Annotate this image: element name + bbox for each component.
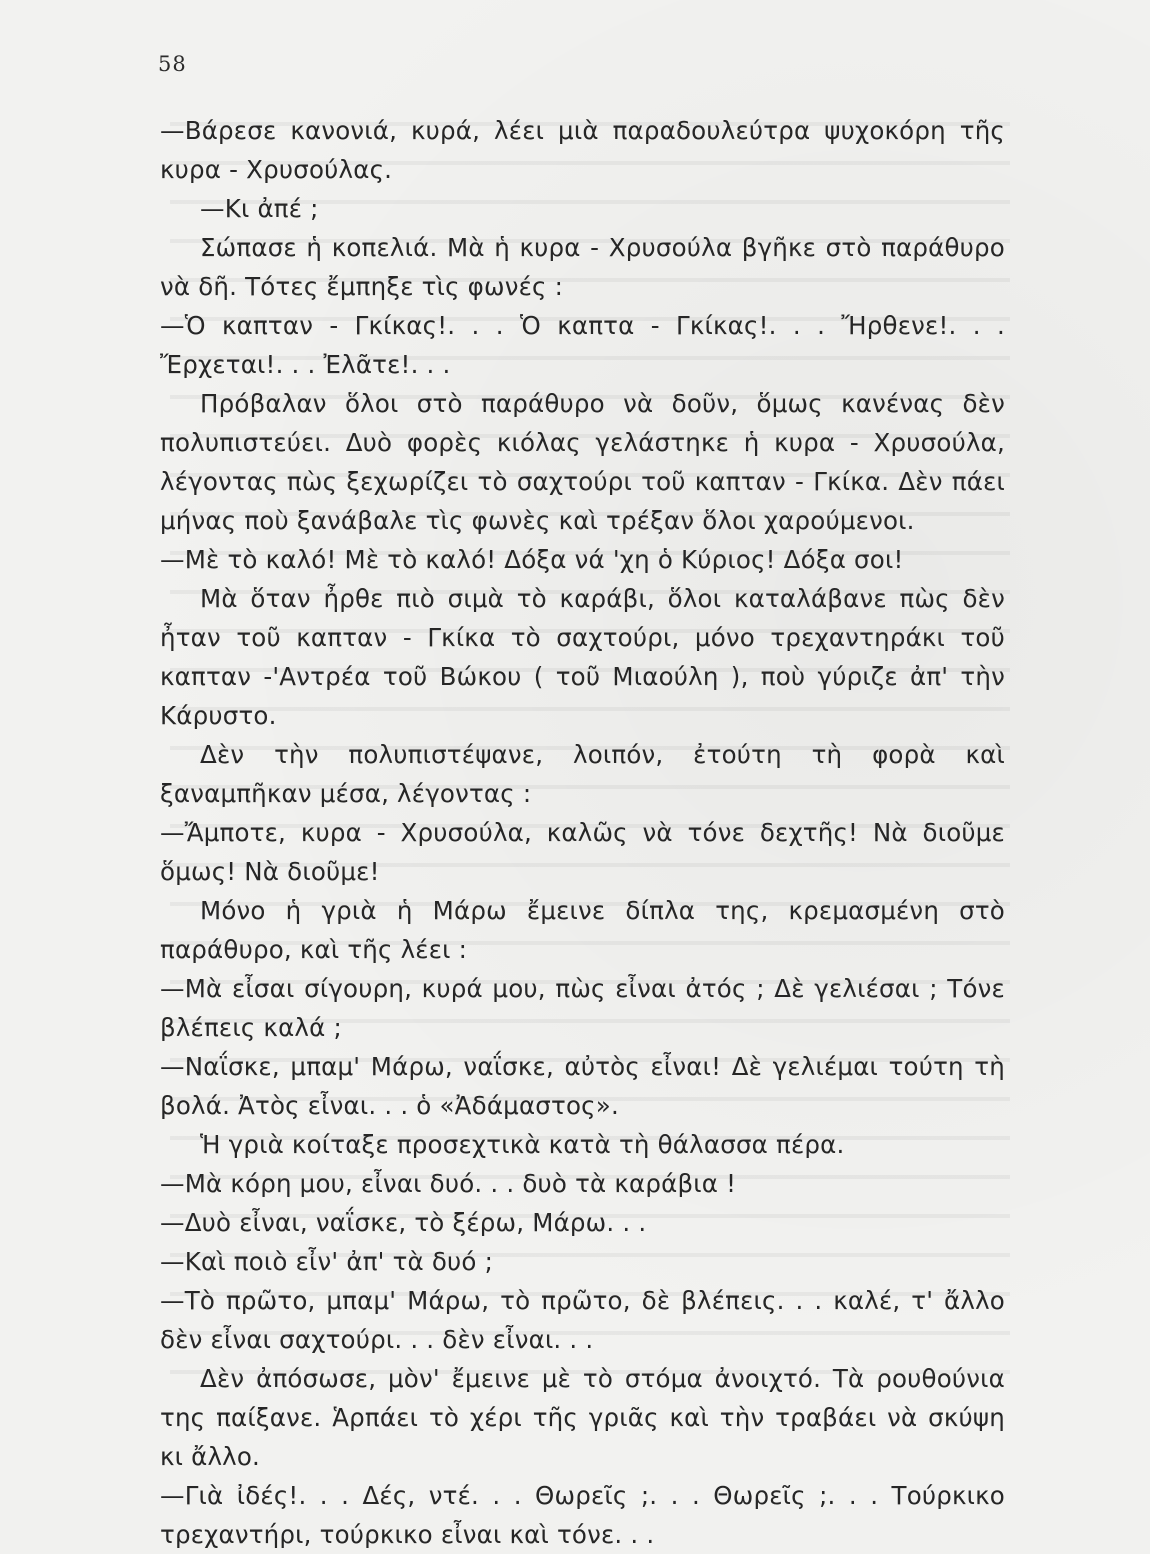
paragraph: —Γιὰ ἰδές!. . . Δές, ντέ. . . Θωρεῖς ;. . . Θωρεῖς ;. . . Τούρκικο τρεχαντήρι, τούρκικο εἶναι καὶ τόνε. . . — [160, 1481, 1005, 1549]
page-number: 58 — [158, 52, 187, 76]
paragraph: Δὲν ἀπόσωσε, μὸν' ἔμεινε μὲ τὸ στόμα ἀνοιχτό. Τὰ ρουθούνια της παίξανε. Ἁρπάει τὸ χέρι τῆς γριᾶς καὶ τὴν τραβάει νὰ σκύψη κι ἄλλο. — [160, 1364, 1005, 1471]
paragraph: —Ναΐσκε, μπαμ' Μάρω, ναΐσκε, αὐτὸς εἶναι! Δὲ γελιέμαι τούτη τὴ βολά. Ἀτὸς εἶναι. . . ὁ «Ἀδάμαστος». — [160, 1052, 1005, 1120]
paragraph: Σώπασε ἡ κοπελιά. Μὰ ἡ κυρα - Χρυσούλα βγῆκε στὸ παράθυρο νὰ δῆ. Τότες ἔμπηξε τὶς φωνές : — [160, 233, 1005, 301]
paragraph: Ἡ γριὰ κοίταξε προσεχτικὰ κατὰ τὴ θάλασσα πέρα. — [200, 1130, 845, 1159]
paragraph: Δὲν τὴν πολυπιστέψανε, λοιπόν, ἐτούτη τὴ φορὰ καὶ ξαναμπῆκαν μέσα, λέγοντας : — [160, 740, 1005, 808]
paragraph: Πρόβαλαν ὅλοι στὸ παράθυρο νὰ δοῦν, ὅμως κανένας δὲν πολυπιστεύει. Δυὸ φορὲς κιόλας γελάστηκε ἡ κυρα - Χρυσούλα, λέγοντας πὼς ξεχωρίζει τὸ σαχτούρι τοῦ καπταν - Γκίκα. Δὲν πάει μήνας ποὺ ξανάβαλε τὶς φωνὲς καὶ τρέξαν ὅλοι χαρούμενοι. — [160, 389, 1005, 535]
paragraph: Μόνο ἡ γριὰ ἡ Μάρω ἔμεινε δίπλα της, κρεμασμένη στὸ παράθυρο, καὶ τῆς λέει : — [160, 896, 1005, 964]
paragraph: —Μὲ τὸ καλό! Μὲ τὸ καλό! Δόξα νά 'χη ὁ Κύριος! Δόξα σοι! — [160, 545, 904, 574]
paragraph: —Κι ἀπέ ; — [200, 194, 319, 223]
paragraph: —Δυὸ εἶναι, ναΐσκε, τὸ ξέρω, Μάρω. . . — [160, 1208, 647, 1237]
paragraph: —Ὁ καπταν - Γκίκας!. . . Ὁ καπτα - Γκίκας!. . . Ἤρθενε!. . . Ἔρχεται!. . . Ἐλᾶτε!. . . — [160, 311, 1005, 379]
paragraph: Μὰ ὅταν ἦρθε πιὸ σιμὰ τὸ καράβι, ὅλοι καταλάβανε πὼς δὲν ἦταν τοῦ καπταν - Γκίκα τὸ σαχτούρι, μόνο τρεχαντηράκι τοῦ καπταν -'Αντρέα τοῦ Βώκου ( τοῦ Μιαούλη ), ποὺ γύριζε ἀπ' τὴν Κάρυστο. — [160, 584, 1005, 730]
paragraph: —Βάρεσε κανονιά, κυρά, λέει μιὰ παραδουλεύτρα ψυχοκόρη τῆς κυρα - Χρυσούλας. — [160, 116, 1005, 184]
paragraph: —Μὰ εἶσαι σίγουρη, κυρά μου, πὼς εἶναι ἀτός ; Δὲ γελιέσαι ; Τόνε βλέπεις καλά ; — [160, 974, 1005, 1042]
paragraph: —Ἄμποτε, κυρα - Χρυσούλα, καλῶς νὰ τόνε δεχτῆς! Νὰ διοῦμε ὅμως! Νὰ διοῦμε! — [160, 818, 1005, 886]
paragraph: —Μὰ κόρη μου, εἶναι δυό. . . δυὸ τὰ καράβια ! — [160, 1169, 737, 1198]
paragraph: —Τὸ πρῶτο, μπαμ' Μάρω, τὸ πρῶτο, δὲ βλέπεις. . . καλέ, τ' ἄλλο δὲν εἶναι σαχτούρι. . . δὲν εἶναι. . . — [160, 1286, 1005, 1354]
paragraph: —Καὶ ποιὸ εἶν' ἀπ' τὰ δυό ; — [160, 1247, 494, 1276]
body-text — [160, 111, 1005, 1554]
